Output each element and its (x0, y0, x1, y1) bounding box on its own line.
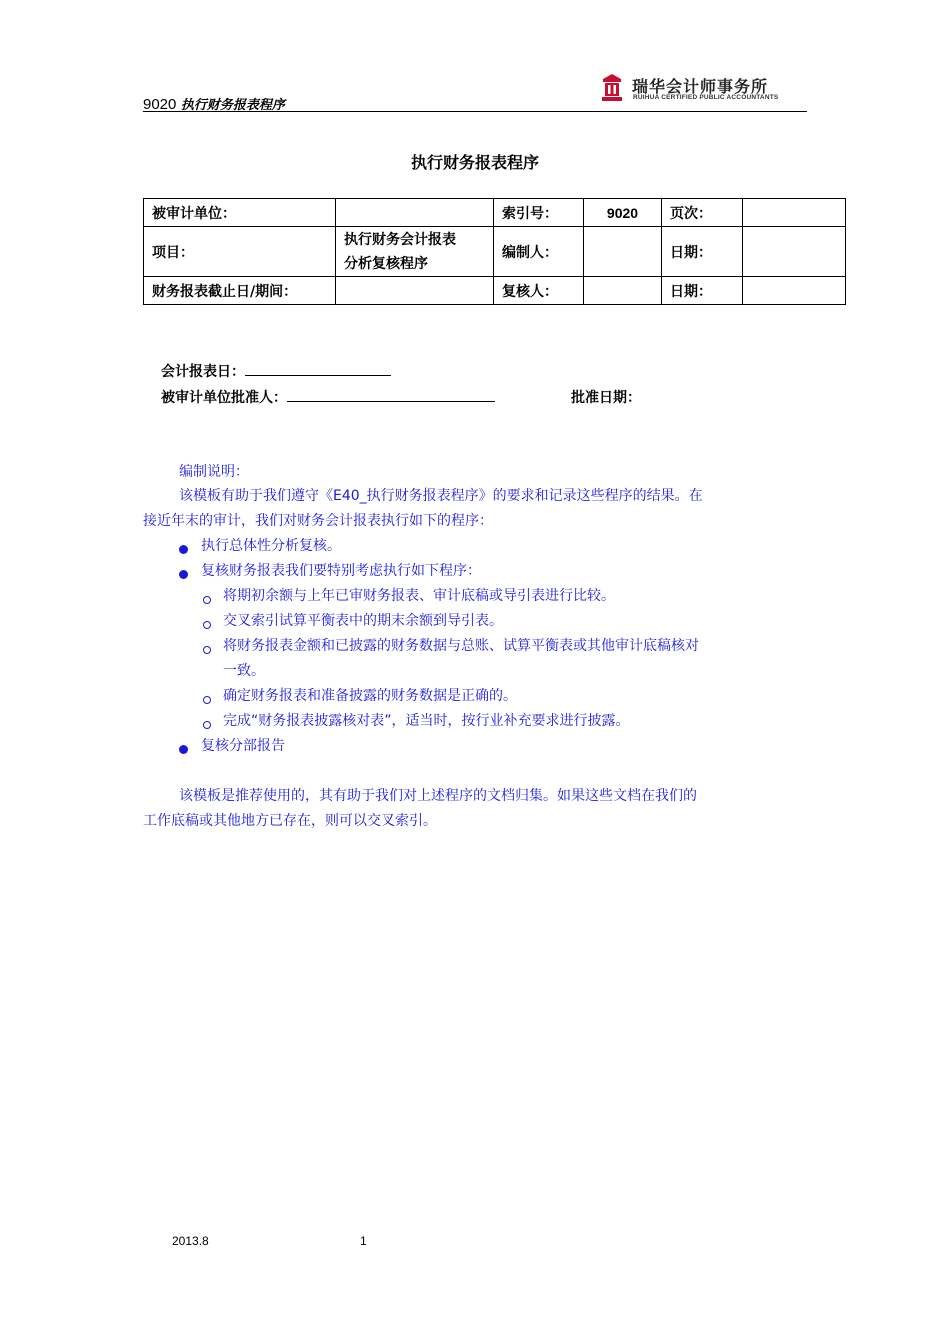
notes-intro-line2: 接近年末的审计，我们对财务会计报表执行如下的程序： (143, 513, 493, 529)
date-label-2: 日期： (662, 277, 743, 305)
closing-line2: 工作底稿或其他地方已存在，则可以交叉索引。 (143, 813, 437, 829)
firm-name-en: RUIHUA CERTIFIED PUBLIC ACCOUNTANTS (633, 94, 779, 101)
table-row (144, 277, 846, 305)
bullet-circle-icon (203, 589, 211, 608)
approval-date-label: 批准日期： (571, 390, 641, 406)
auditee-field[interactable] (336, 199, 494, 227)
preparer-label: 编制人： (494, 227, 584, 277)
header-name: 执行财务报表程序 (180, 98, 285, 113)
sub-item-3-line2: 一致。 (223, 663, 265, 679)
reviewer-field[interactable] (584, 277, 662, 305)
date-field-2[interactable] (743, 277, 846, 305)
header-code: 9020 (143, 96, 177, 113)
approver-row (161, 387, 495, 407)
bullet-circle-icon (203, 639, 211, 658)
report-date-field[interactable] (245, 361, 391, 376)
bullet-item-1: 执行总体性分析复核。 (201, 538, 341, 554)
bullet-circle-icon (203, 614, 211, 633)
period-label: 财务报表截止日/期间： (144, 277, 336, 305)
sub-item-2: 交叉索引试算平衡表中的期末余额到导引表。 (223, 613, 503, 629)
footer-date: 2013.8 (172, 1234, 209, 1248)
footer-page-number: 1 (360, 1234, 367, 1248)
table-row (144, 227, 846, 277)
sub-item-4: 确定财务报表和准备披露的财务数据是正确的。 (223, 688, 517, 704)
table-row (144, 199, 846, 227)
sub-item-1: 将期初余额与上年已审财务报表、审计底稿或导引表进行比较。 (223, 588, 615, 604)
bullet-circle-icon (203, 714, 211, 733)
sub-item-5: 完成“财务报表披露核对表”，适当时，按行业补充要求进行披露。 (223, 713, 630, 729)
bullet-item-3: 复核分部报告 (201, 738, 285, 754)
info-table (143, 198, 846, 305)
bullet-dot-icon (179, 564, 188, 583)
period-field[interactable] (336, 277, 494, 305)
notes-heading: 编制说明： (179, 464, 249, 480)
bullet-circle-icon (203, 689, 211, 708)
reviewer-label: 复核人： (494, 277, 584, 305)
bullet-dot-icon (179, 739, 188, 758)
project-value-line1: 执行财务会计报表 (344, 231, 456, 248)
sub-item-3-line1: 将财务报表金额和已披露的财务数据与总账、试算平衡表或其他审计底稿核对 (223, 638, 699, 654)
report-date-label: 会计报表日： (161, 364, 245, 380)
bullet-dot-icon (179, 539, 188, 558)
date-field-1[interactable] (743, 227, 846, 277)
project-label: 项目： (144, 227, 336, 277)
auditee-label: 被审计单位： (144, 199, 336, 227)
page-label: 页次： (662, 199, 743, 227)
index-label: 索引号： (494, 199, 584, 227)
project-value-line2: 分析复核程序 (344, 255, 428, 272)
bullet-item-2: 复核财务报表我们要特别考虑执行如下程序： (201, 563, 481, 579)
approver-field[interactable] (287, 387, 495, 402)
document-title: 执行财务报表程序 (410, 153, 539, 172)
header-divider (143, 111, 807, 112)
firm-logo-icon (600, 73, 624, 103)
preparer-field[interactable] (584, 227, 662, 277)
firm-name-cn: 瑞华会计师事务所 (632, 77, 769, 96)
approver-label: 被审计单位批准人： (161, 390, 287, 406)
closing-line1: 该模板是推荐使用的，其有助于我们对上述程序的文档归集。如果这些文档在我们的 (179, 788, 697, 804)
project-value (336, 227, 494, 277)
page-field[interactable] (743, 199, 846, 227)
notes-intro-line1: 该模板有助于我们遵守《E40_执行财务报表程序》的要求和记录这些程序的结果。在 (179, 488, 703, 504)
index-value: 9020 (584, 199, 662, 227)
report-date-row (161, 361, 391, 381)
date-label-1: 日期： (662, 227, 743, 277)
